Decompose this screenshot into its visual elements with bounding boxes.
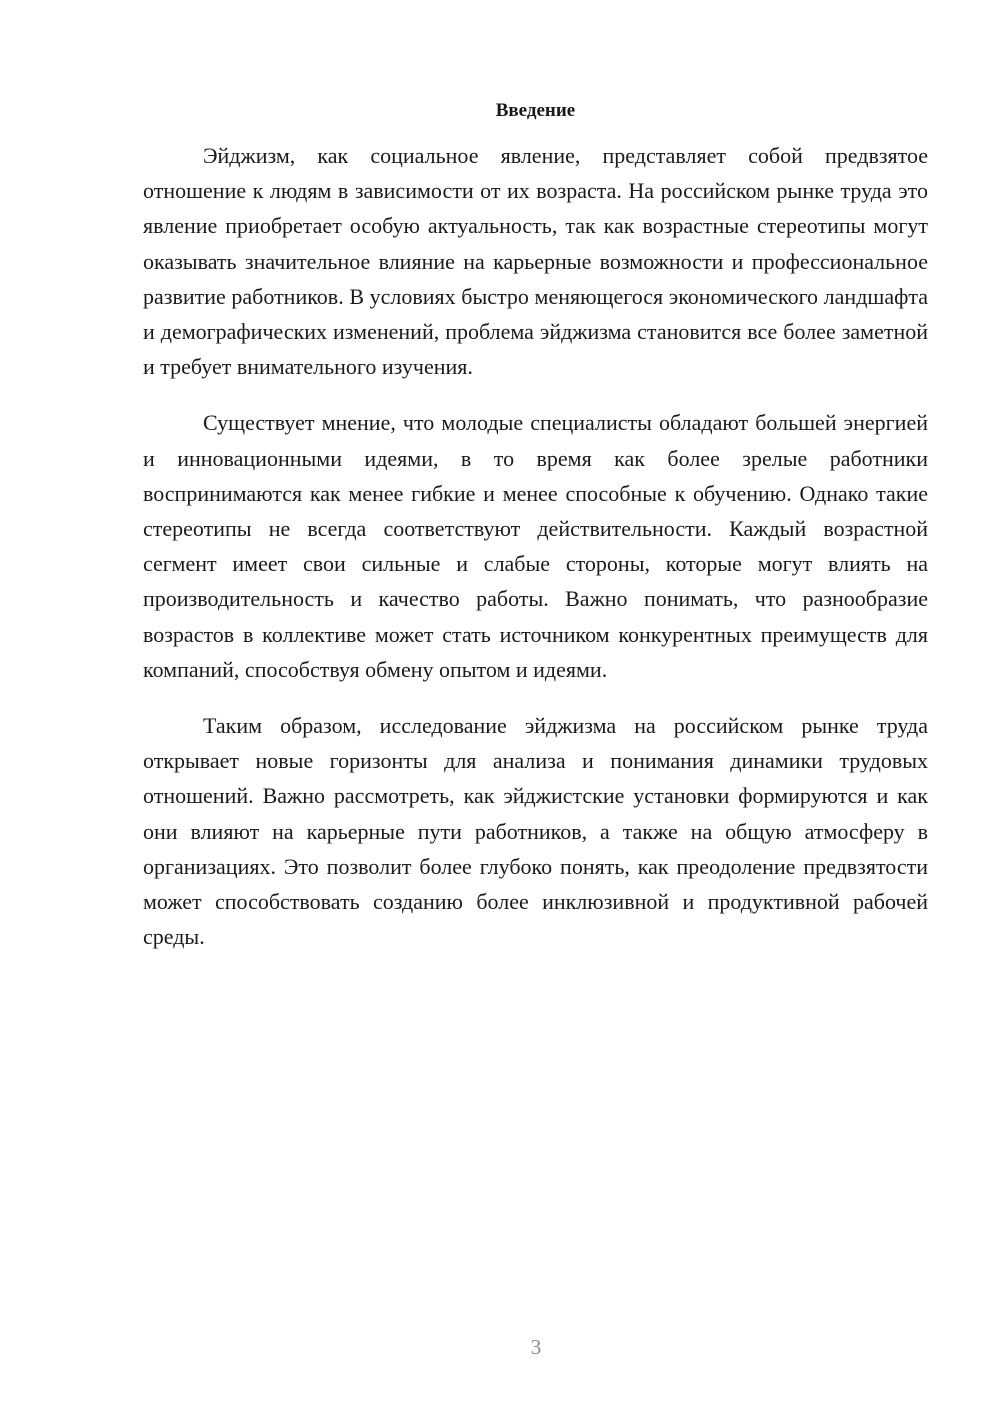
- page-title: Введение: [495, 100, 576, 121]
- paragraph-1: Эйджизм, как социальное явление, представляет собой предвзятое отношение к людям в зависимости от их возраста. На российском рынке труда это явление приобретает особую актуальность, так как возрастные стереотипы могут оказывать значительное влияние на карьерные возможности и профессиональное развитие работников. В условиях быстро меняющегося экономического ландшафта и демографических изменений, проблема эйджизма становится все более заметной и требует внимательного изучения.: [143, 143, 928, 380]
- paragraph-3: Таким образом, исследование эйджизма на российском рынке труда открывает новые горизонты для анализа и понимания динамики трудовых отношений. Важно рассмотреть, как эйджистские установки формируются и как они влияют на карьерные пути работников, а также на общую атмосферу в организациях. Это позволит более глубоко понять, как преодоление предвзятости может способствовать созданию более инклюзивной и продуктивной рабочей среды.: [143, 713, 928, 950]
- paragraph-2: Существует мнение, что молодые специалисты обладают большей энергией и инновационными идеями, в то время как более зрелые работники воспринимаются как менее гибкие и менее способные к обучению. Однако такие стереотипы не всегда соответствуют действительности. Каждый возрастной сегмент имеет свои сильные и слабые стороны, которые могут влиять на производительность и качество работы. Важно понимать, что разнообразие возрастов в коллективе может стать источником конкурентных преимуществ для компаний, способствуя обмену опытом и идеями.: [143, 410, 928, 682]
- page-number: 3: [530, 1335, 542, 1359]
- page-content: [143, 96, 928, 954]
